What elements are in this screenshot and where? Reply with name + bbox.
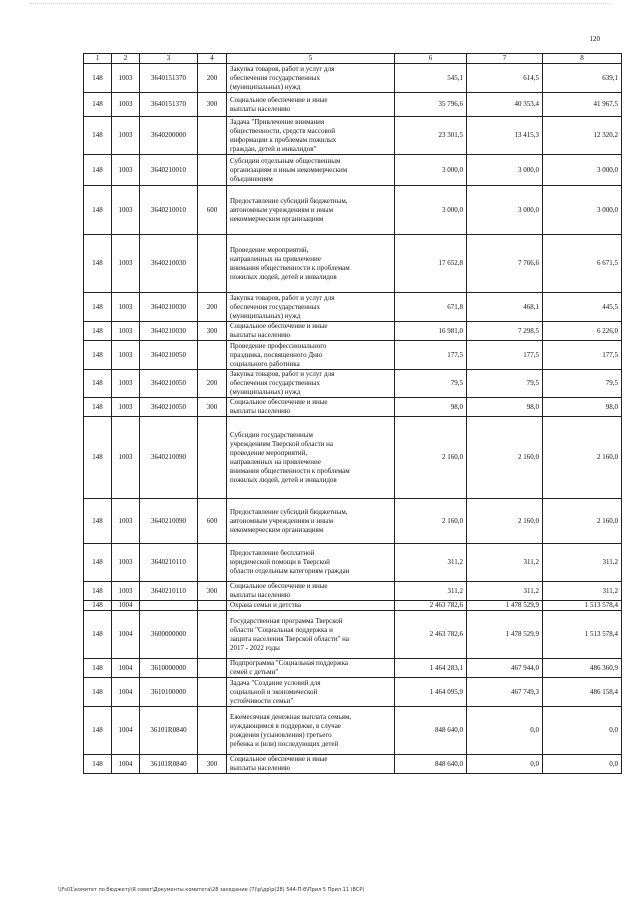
table-row: [84, 117, 622, 155]
cell-section: 1003: [112, 155, 140, 186]
description-line: общественности, средств массовой: [230, 126, 335, 135]
description-line: объединениям: [230, 174, 273, 183]
cell-expense-type: 300: [198, 755, 227, 774]
description-line: Закупка товаров, работ и услуг для: [230, 293, 335, 302]
cell-amount-year-2: 467 749,3: [467, 678, 543, 707]
description-line: области "Социальная поддержка и: [230, 625, 333, 634]
cell-description: [227, 235, 395, 293]
cell-amount-year-1: 3 000,0: [395, 155, 467, 186]
cell-target-article: 3610000000: [140, 659, 198, 678]
cell-amount-year-3: 0,0: [543, 707, 622, 755]
cell-section: 1004: [112, 601, 140, 611]
description-line: информации к проблемам пожилых: [230, 135, 337, 144]
cell-amount-year-3: 41 967,5: [543, 93, 622, 117]
cell-description: [227, 678, 395, 707]
cell-amount-year-3: 6 671,5: [543, 235, 622, 293]
cell-target-article: 3610100000: [140, 678, 198, 707]
cell-target-article: 3640210110: [140, 544, 198, 582]
cell-description: [227, 755, 395, 774]
cell-amount-year-3: 6 226,0: [543, 322, 622, 341]
cell-amount-year-1: 2 160,0: [395, 417, 467, 499]
description-line: выплаты населению: [230, 331, 291, 339]
description-line: Подпрограмма "Социальная поддержка: [230, 659, 349, 667]
cell-expense-type: [198, 235, 227, 293]
description-line: социального работника: [230, 359, 300, 368]
cell-description: [227, 186, 395, 235]
description-line: области отдельным категориям граждан: [230, 567, 350, 575]
cell-chapter: 148: [84, 155, 112, 186]
cell-section: 1003: [112, 117, 140, 155]
cell-amount-year-1: 2 463 782,6: [395, 601, 467, 611]
cell-section: 1003: [112, 544, 140, 582]
cell-description: [227, 499, 395, 544]
cell-amount-year-1: 1 464 283,1: [395, 659, 467, 678]
table-row: [84, 678, 622, 707]
cell-amount-year-1: 35 796,6: [395, 93, 467, 117]
cell-amount-year-1: 2 463 782,6: [395, 611, 467, 659]
description-line: Субсидии отдельным общественным: [230, 156, 341, 165]
description-line: внимания общественности к проблемам: [230, 466, 350, 475]
cell-section: 1004: [112, 755, 140, 774]
column-header-5: 5: [227, 54, 395, 64]
description-line: некоммерческим организациям: [230, 214, 324, 223]
cell-amount-year-1: 1 464 095,9: [395, 678, 467, 707]
cell-amount-year-2: 40 353,4: [467, 93, 543, 117]
cell-amount-year-3: 311,2: [543, 582, 622, 601]
cell-target-article: 3640210090: [140, 417, 198, 499]
description-line: семей с детьми": [230, 668, 279, 676]
cell-amount-year-2: 0,0: [467, 707, 543, 755]
cell-expense-type: 600: [198, 499, 227, 544]
cell-target-article: 36101R0840: [140, 755, 198, 774]
table-row: [84, 235, 622, 293]
cell-amount-year-3: 3 000,0: [543, 155, 622, 186]
description-line: Закупка товаров, работ и услуг для: [230, 64, 335, 73]
cell-amount-year-1: 3 000,0: [395, 186, 467, 235]
description-line: автономным учреждениям и иным: [230, 516, 334, 525]
table-row: [84, 155, 622, 186]
cell-amount-year-2: 1 478 529,9: [467, 601, 543, 611]
cell-chapter: 148: [84, 544, 112, 582]
cell-section: 1004: [112, 611, 140, 659]
cell-amount-year-2: 2 160,0: [467, 417, 543, 499]
cell-amount-year-2: 311,2: [467, 582, 543, 601]
description-line: Закупка товаров, работ и услуг для: [230, 370, 335, 378]
description-line: (муниципальных) нужд: [230, 388, 301, 396]
budget-table: [83, 53, 622, 774]
description-line: Предоставление бесплатной: [230, 549, 315, 557]
table-row: [84, 93, 622, 117]
cell-chapter: 148: [84, 117, 112, 155]
cell-amount-year-2: 79,5: [467, 370, 543, 398]
column-header-1: 1: [84, 54, 112, 64]
cell-amount-year-2: 0,0: [467, 755, 543, 774]
cell-section: 1004: [112, 659, 140, 678]
cell-target-article: 3640210110: [140, 582, 198, 601]
cell-target-article: 3640210010: [140, 186, 198, 235]
description-line: обеспечения государственных: [230, 379, 320, 387]
description-line: выплаты населению: [230, 104, 291, 113]
cell-chapter: 148: [84, 293, 112, 322]
cell-amount-year-3: 2 160,0: [543, 417, 622, 499]
column-header-8: 8: [543, 54, 622, 64]
cell-description: [227, 64, 395, 93]
cell-amount-year-1: 16 981,0: [395, 322, 467, 341]
cell-amount-year-3: 3 000,0: [543, 186, 622, 235]
description-line: выплаты населению: [230, 407, 291, 415]
description-line: некоммерческим организациям: [230, 525, 324, 534]
cell-description: [227, 293, 395, 322]
cell-expense-type: [198, 544, 227, 582]
table-row: [84, 755, 622, 774]
description-line: нуждающимся в поддержке, в случае: [230, 721, 341, 730]
cell-amount-year-3: 98,0: [543, 398, 622, 417]
cell-amount-year-1: 17 652,8: [395, 235, 467, 293]
cell-amount-year-2: 177,5: [467, 341, 543, 370]
description-line: Субсидии государственным: [230, 430, 313, 439]
cell-amount-year-3: 177,5: [543, 341, 622, 370]
description-line: праздника, посвященного Дню: [230, 350, 323, 359]
table-row: [84, 64, 622, 93]
description-line: (муниципальных) нужд: [230, 311, 301, 320]
cell-expense-type: [198, 611, 227, 659]
cell-description: [227, 398, 395, 417]
cell-amount-year-3: 0,0: [543, 755, 622, 774]
cell-amount-year-1: 671,8: [395, 293, 467, 322]
cell-amount-year-3: 2 160,0: [543, 499, 622, 544]
cell-expense-type: [198, 601, 227, 611]
cell-amount-year-3: 486 360,9: [543, 659, 622, 678]
description-line: Предоставление субсидий бюджетным,: [230, 507, 348, 516]
cell-description: [227, 601, 395, 611]
description-line: выплаты населению: [230, 591, 291, 599]
cell-expense-type: [198, 155, 227, 186]
cell-amount-year-3: 486 158,4: [543, 678, 622, 707]
cell-expense-type: 200: [198, 370, 227, 398]
cell-target-article: 3640210090: [140, 499, 198, 544]
cell-amount-year-2: 467 944,0: [467, 659, 543, 678]
cell-chapter: 148: [84, 755, 112, 774]
cell-chapter: 148: [84, 601, 112, 611]
description-line: Социальное обеспечение и иные: [230, 582, 328, 590]
description-line: организациям и иным некоммерческим: [230, 165, 348, 174]
cell-section: 1003: [112, 293, 140, 322]
description-line: Задача "Привлечение внимания: [230, 117, 325, 126]
cell-chapter: 148: [84, 398, 112, 417]
cell-amount-year-2: 3 000,0: [467, 186, 543, 235]
cell-chapter: 148: [84, 707, 112, 755]
cell-amount-year-3: 445,5: [543, 293, 622, 322]
description-line: граждан, детей и инвалидов": [230, 144, 317, 153]
description-line: автономным учреждениям и иным: [230, 205, 334, 214]
description-line: Социальное обеспечение и иные: [230, 398, 328, 406]
cell-amount-year-1: 848 640,0: [395, 755, 467, 774]
cell-description: [227, 582, 395, 601]
cell-section: 1003: [112, 64, 140, 93]
cell-amount-year-2: 1 478 529,9: [467, 611, 543, 659]
cell-description: [227, 322, 395, 341]
cell-description: [227, 341, 395, 370]
cell-description: [227, 155, 395, 186]
cell-expense-type: [198, 707, 227, 755]
cell-amount-year-2: 2 160,0: [467, 499, 543, 544]
cell-expense-type: 200: [198, 293, 227, 322]
cell-section: 1003: [112, 370, 140, 398]
cell-amount-year-2: 311,2: [467, 544, 543, 582]
description-line: учреждениям Тверской области на: [230, 439, 333, 448]
page-number: 120: [589, 35, 600, 43]
table-row: [84, 370, 622, 398]
cell-chapter: 148: [84, 678, 112, 707]
cell-chapter: 148: [84, 186, 112, 235]
description-line: 2017 - 2022 годы: [230, 643, 280, 652]
cell-description: [227, 707, 395, 755]
cell-amount-year-3: 1 513 578,4: [543, 611, 622, 659]
cell-target-article: 3640210050: [140, 370, 198, 398]
description-line: Социальное обеспечение и иные: [230, 755, 328, 763]
description-line: Проведение профессионального: [230, 341, 327, 350]
table-row: [84, 398, 622, 417]
table-body: [84, 64, 622, 774]
column-header-3: 3: [140, 54, 198, 64]
cell-description: [227, 117, 395, 155]
cell-amount-year-3: 12 320,2: [543, 117, 622, 155]
cell-target-article: [140, 601, 198, 611]
cell-chapter: 148: [84, 417, 112, 499]
table-row: [84, 544, 622, 582]
table-row: [84, 293, 622, 322]
cell-expense-type: 300: [198, 322, 227, 341]
cell-target-article: 3640210010: [140, 155, 198, 186]
cell-section: 1003: [112, 93, 140, 117]
cell-description: [227, 611, 395, 659]
description-line: Проведение мероприятий,: [230, 245, 309, 254]
cell-section: 1004: [112, 678, 140, 707]
cell-chapter: 148: [84, 93, 112, 117]
table-row: [84, 582, 622, 601]
description-line: рождения (усыновления) третьего: [230, 730, 332, 739]
cell-expense-type: [198, 341, 227, 370]
cell-section: 1003: [112, 186, 140, 235]
cell-amount-year-1: 23 301,5: [395, 117, 467, 155]
cell-expense-type: 300: [198, 582, 227, 601]
table-row: [84, 601, 622, 611]
cell-amount-year-2: 98,0: [467, 398, 543, 417]
cell-expense-type: 300: [198, 398, 227, 417]
cell-amount-year-1: 311,2: [395, 582, 467, 601]
cell-description: [227, 659, 395, 678]
cell-expense-type: [198, 117, 227, 155]
cell-amount-year-3: 1 513 578,4: [543, 601, 622, 611]
description-line: Ежемесячная денежная выплата семьям,: [230, 712, 352, 721]
description-line: (муниципальных) нужд: [230, 82, 301, 91]
cell-chapter: 148: [84, 582, 112, 601]
description-line: Социальное обеспечение и иные: [230, 95, 328, 104]
description-line: внимания общественности к проблемам: [230, 263, 350, 272]
cell-amount-year-1: 177,5: [395, 341, 467, 370]
cell-target-article: 3600000000: [140, 611, 198, 659]
cell-chapter: 148: [84, 499, 112, 544]
description-line: Государственная программа Тверской: [230, 616, 343, 625]
table-row: [84, 611, 622, 659]
cell-description: [227, 370, 395, 398]
description-line: защита населения Тверской области" на: [230, 634, 350, 643]
cell-amount-year-3: 639,1: [543, 64, 622, 93]
description-line: Социальное обеспечение и иные: [230, 322, 328, 330]
cell-chapter: 148: [84, 611, 112, 659]
cell-target-article: 3640210030: [140, 293, 198, 322]
cell-section: 1003: [112, 417, 140, 499]
cell-amount-year-1: 848 640,0: [395, 707, 467, 755]
cell-amount-year-1: 98,0: [395, 398, 467, 417]
cell-amount-year-1: 2 160,0: [395, 499, 467, 544]
cell-section: 1004: [112, 707, 140, 755]
table-row: [84, 322, 622, 341]
cell-chapter: 148: [84, 341, 112, 370]
description-line: обеспечения государственных: [230, 302, 320, 311]
description-line: обеспечения государственных: [230, 73, 320, 82]
description-line: юридической помощи в Тверской: [230, 558, 330, 566]
cell-expense-type: [198, 417, 227, 499]
cell-section: 1003: [112, 499, 140, 544]
description-line: Предоставление субсидий бюджетным,: [230, 196, 348, 205]
cell-chapter: 148: [84, 64, 112, 93]
cell-amount-year-2: 614,5: [467, 64, 543, 93]
table-header-row: [84, 54, 622, 64]
cell-amount-year-1: 545,1: [395, 64, 467, 93]
cell-section: 1003: [112, 322, 140, 341]
cell-amount-year-2: 468,1: [467, 293, 543, 322]
description-line: устойчивости семьи": [230, 696, 294, 705]
cell-description: [227, 544, 395, 582]
description-line: пожилых людей, детей и инвалидов: [230, 272, 337, 281]
cell-chapter: 148: [84, 322, 112, 341]
cell-chapter: 148: [84, 659, 112, 678]
cell-section: 1003: [112, 582, 140, 601]
table-row: [84, 417, 622, 499]
cell-target-article: 36101R0840: [140, 707, 198, 755]
cell-expense-type: 200: [198, 64, 227, 93]
description-line: Задача "Создание условий для: [230, 678, 321, 687]
cell-amount-year-3: 311,2: [543, 544, 622, 582]
cell-description: [227, 417, 395, 499]
cell-section: 1003: [112, 398, 140, 417]
description-line: проведение мероприятий,: [230, 448, 308, 457]
cell-target-article: 3640151370: [140, 93, 198, 117]
cell-expense-type: [198, 659, 227, 678]
description-line: пожилых людей, детей и инвалидов: [230, 475, 337, 484]
column-header-7: 7: [467, 54, 543, 64]
table-row: [84, 707, 622, 755]
cell-amount-year-2: 13 415,3: [467, 117, 543, 155]
description-line: Охрана семьи и детства: [230, 601, 301, 609]
column-header-4: 4: [198, 54, 227, 64]
cell-expense-type: [198, 678, 227, 707]
cell-target-article: 3640210050: [140, 341, 198, 370]
cell-amount-year-1: 311,2: [395, 544, 467, 582]
cell-amount-year-3: 79,5: [543, 370, 622, 398]
cell-section: 1003: [112, 341, 140, 370]
column-header-6: 6: [395, 54, 467, 64]
description-line: выплаты населению: [230, 764, 291, 772]
cell-target-article: 3640210050: [140, 398, 198, 417]
table-row: [84, 186, 622, 235]
cell-amount-year-1: 79,5: [395, 370, 467, 398]
footer-file-path: \\Fs01\комитет по бюджету\Я совет\Документы комитета\28 заседание (7)\р\др\р(28) 544-П-б\Прил 5 Прил 11 (ВСР): [58, 887, 365, 893]
cell-expense-type: 600: [198, 186, 227, 235]
description-line: направленных на привлечение: [230, 457, 321, 466]
column-header-2: 2: [112, 54, 140, 64]
table-row: [84, 341, 622, 370]
cell-chapter: 148: [84, 235, 112, 293]
description-line: ребенка и (или) последующих детей: [230, 739, 339, 748]
cell-amount-year-2: 7 766,6: [467, 235, 543, 293]
cell-description: [227, 93, 395, 117]
cell-section: 1003: [112, 235, 140, 293]
cell-target-article: 3640210030: [140, 235, 198, 293]
cell-target-article: 3640151370: [140, 64, 198, 93]
table-row: [84, 499, 622, 544]
cell-amount-year-2: 3 000,0: [467, 155, 543, 186]
table-row: [84, 659, 622, 678]
scan-artifact-line: [30, 3, 610, 8]
cell-chapter: 148: [84, 370, 112, 398]
cell-expense-type: 300: [198, 93, 227, 117]
cell-target-article: 3640210030: [140, 322, 198, 341]
cell-amount-year-2: 7 298,5: [467, 322, 543, 341]
description-line: социальной и экономической: [230, 687, 318, 696]
description-line: направленных на привлечение: [230, 254, 321, 263]
cell-target-article: 3640200000: [140, 117, 198, 155]
